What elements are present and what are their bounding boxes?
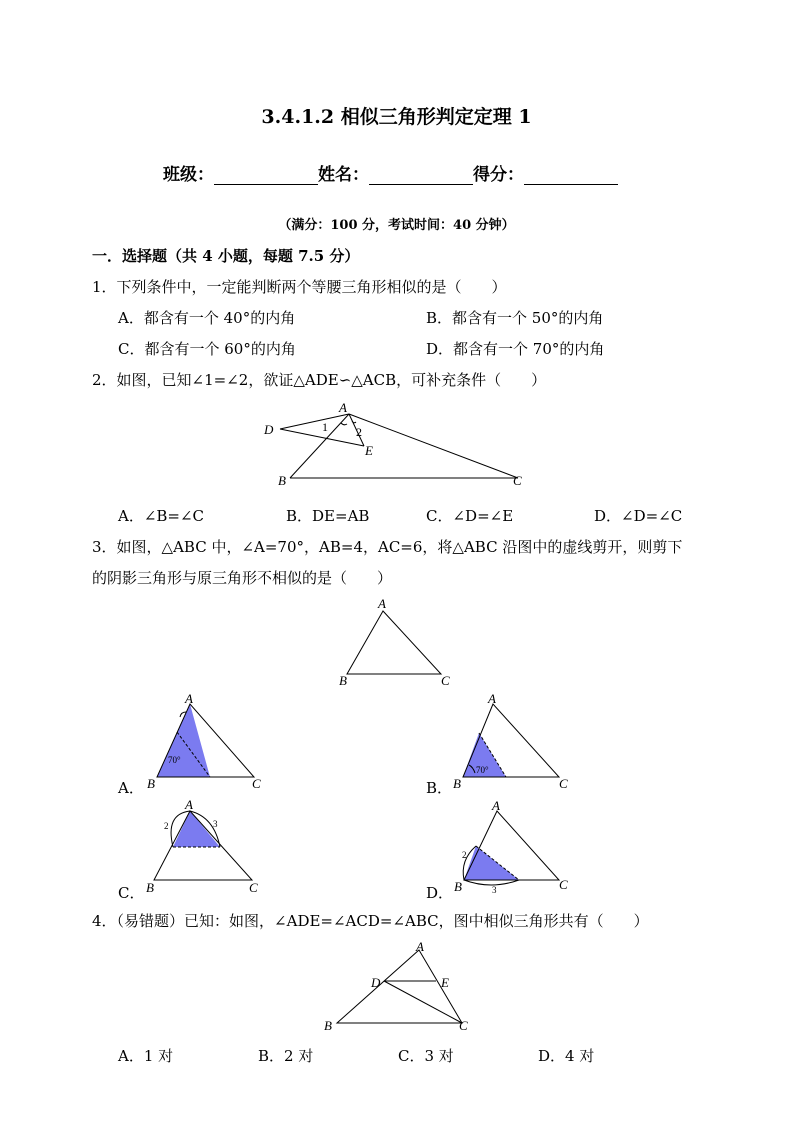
q3-c-num-2: 2 bbox=[164, 821, 169, 831]
q3-main-label-a: A bbox=[378, 596, 386, 611]
score-note: （满分：100 分，考试时间：40 分钟） bbox=[278, 218, 515, 233]
q4-option-d[interactable]: D．4 对 bbox=[538, 1047, 595, 1065]
score-label: 得分： bbox=[473, 165, 524, 185]
q3-d-num-3: 3 bbox=[492, 885, 497, 895]
q1-option-c[interactable]: C．都含有一个 60°的内角 bbox=[118, 340, 296, 358]
q4-label-d: D bbox=[371, 975, 381, 990]
q3-main-figure bbox=[330, 595, 460, 690]
q3-option-c-letter[interactable]: C． bbox=[118, 884, 145, 902]
q3-d-label-a: A bbox=[492, 798, 500, 813]
q2-option-d[interactable]: D．∠D=∠C bbox=[594, 507, 683, 525]
q3-d-label-b: B bbox=[454, 879, 462, 894]
q4-label-b: B bbox=[324, 1018, 332, 1033]
q1-option-a[interactable]: A．都含有一个 40°的内角 bbox=[118, 309, 296, 327]
section-heading: 一．选择题（共 4 小题，每题 7.5 分） bbox=[92, 247, 360, 265]
q3-b-label-a: A bbox=[488, 693, 496, 706]
q3-main-label-b: B bbox=[339, 673, 347, 688]
q3-a-label-c: C bbox=[252, 776, 261, 791]
q2-label-d: D bbox=[264, 422, 274, 437]
q3-stem-line2: 的阴影三角形与原三角形不相似的是（ ） bbox=[92, 569, 393, 587]
q3-d-label-c: C bbox=[559, 877, 568, 892]
q3-option-a-figure bbox=[140, 693, 270, 795]
name-label: 姓名： bbox=[318, 165, 369, 185]
class-label: 班级： bbox=[163, 165, 214, 185]
q3-b-angle: 70° bbox=[476, 765, 489, 775]
q1-option-b[interactable]: B．都含有一个 50°的内角 bbox=[426, 309, 604, 327]
q3-c-num-3: 3 bbox=[213, 819, 218, 829]
q3-a-label-a: A bbox=[185, 693, 193, 706]
q4-label-a: A bbox=[416, 939, 424, 954]
q2-label-b: B bbox=[278, 473, 286, 488]
student-info-row bbox=[163, 160, 618, 185]
q3-option-d-figure bbox=[446, 798, 576, 900]
q3-a-label-b: B bbox=[147, 776, 155, 791]
q1-option-d[interactable]: D．都含有一个 70°的内角 bbox=[426, 340, 605, 358]
q3-d-num-2: 2 bbox=[462, 850, 467, 860]
q2-stem: 2．如图，已知∠1=∠2，欲证△ADE∽△ACB，可补充条件（ ） bbox=[92, 371, 547, 389]
q3-b-label-b: B bbox=[453, 776, 461, 791]
q3-option-a-letter[interactable]: A． bbox=[118, 779, 144, 797]
q2-label-a: A bbox=[339, 400, 347, 415]
q3-a-angle: 70° bbox=[168, 755, 181, 765]
q4-figure bbox=[315, 937, 480, 1037]
page-title: 3.4.1.2 相似三角形判定定理 1 bbox=[261, 106, 532, 128]
q3-c-label-b: B bbox=[146, 880, 154, 895]
q4-stem: 4．（易错题）已知：如图，∠ADE=∠ACD=∠ABC，图中相似三角形共有（ ） bbox=[92, 912, 649, 930]
q4-option-b[interactable]: B．2 对 bbox=[258, 1047, 314, 1065]
q2-angle-2: 2 bbox=[356, 425, 362, 439]
q3-option-d-letter[interactable]: D． bbox=[426, 884, 454, 902]
q2-option-b[interactable]: B．DE=AB bbox=[286, 507, 370, 525]
q2-angle-1: 1 bbox=[322, 420, 328, 434]
q3-b-label-c: C bbox=[559, 776, 568, 791]
q4-option-a[interactable]: A．1 对 bbox=[118, 1047, 174, 1065]
q3-option-b-figure bbox=[446, 693, 576, 795]
q4-label-e: E bbox=[441, 975, 449, 990]
q3-option-b-letter[interactable]: B． bbox=[426, 779, 453, 797]
q4-label-c: C bbox=[459, 1018, 468, 1033]
q2-option-c[interactable]: C．∠D=∠E bbox=[426, 507, 514, 525]
name-blank[interactable] bbox=[369, 166, 473, 185]
q2-label-c: C bbox=[513, 473, 522, 488]
q1-stem: 1．下列条件中，一定能判断两个等腰三角形相似的是（ ） bbox=[92, 278, 507, 296]
q3-c-label-a: A bbox=[185, 798, 193, 812]
q4-option-c[interactable]: C．3 对 bbox=[398, 1047, 454, 1065]
q2-label-e: E bbox=[365, 443, 373, 458]
q3-option-c-figure bbox=[140, 798, 270, 900]
q2-option-a[interactable]: A．∠B=∠C bbox=[118, 507, 205, 525]
score-blank[interactable] bbox=[524, 166, 618, 185]
q3-main-label-c: C bbox=[441, 673, 450, 688]
class-blank[interactable] bbox=[214, 166, 318, 185]
q3-stem-line1: 3．如图，△ABC 中，∠A=70°，AB=4，AC=6，将△ABC 沿图中的虚线剪开，则剪下 bbox=[92, 538, 683, 556]
q2-figure bbox=[255, 398, 545, 493]
q3-c-label-c: C bbox=[249, 880, 258, 895]
